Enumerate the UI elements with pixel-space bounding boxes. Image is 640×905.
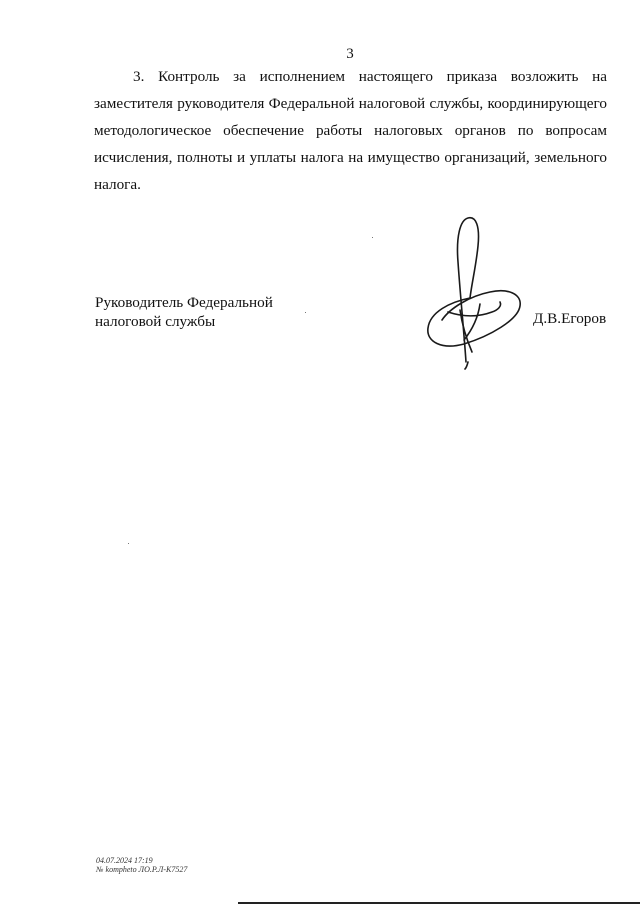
scan-speck — [128, 543, 129, 544]
page-number: 3 — [346, 46, 354, 62]
paragraph-3: 3. Контроль за исполнением настоящего приказа возложить на заместителя руководителя Федеральной налоговой службы, координирующего методологическое обеспечение работы налоговых органов по вопросам исчисления, полноты и уплаты налога на имущество организаций, земельного налога. — [94, 68, 607, 193]
scan-speck — [372, 237, 373, 238]
handwritten-signature — [420, 212, 530, 370]
footer-timestamp: 04.07.2024 17:19 — [96, 856, 153, 865]
footer-document-id: № kompheto ЛО.Р.Л-К7527 — [96, 865, 188, 874]
signatory-name: Д.В.Егоров — [533, 310, 607, 327]
signatory-title-line-1: Руководитель Федеральной — [95, 294, 273, 311]
signatory-title — [95, 293, 273, 331]
signatory-title-line-2: налоговой службы — [95, 313, 216, 330]
bottom-edge-line — [238, 902, 640, 904]
document-footer — [96, 856, 187, 874]
scan-speck — [305, 312, 306, 313]
